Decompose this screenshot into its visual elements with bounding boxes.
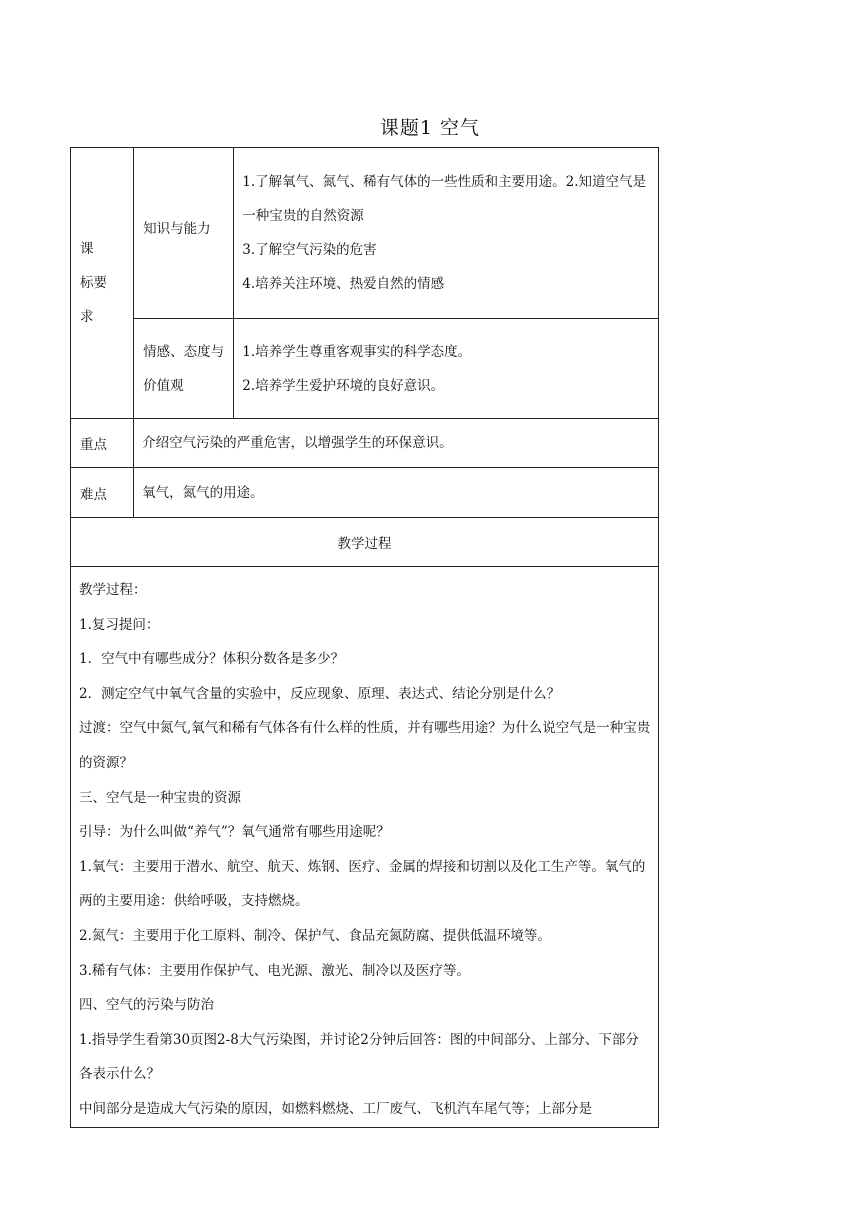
process-line: 教学过程： xyxy=(79,582,147,598)
process-line: 三、空气是一种宝贵的资源 xyxy=(79,789,241,806)
process-line: 1.氧气：主要用于潜水、航空、航天、炼钢、医疗、金属的焊接和切割以及化工生产等。氧气的两的主要用途：供给呼吸，支持燃烧。 xyxy=(79,858,646,910)
label-line: 求 xyxy=(80,309,94,325)
process-header-row xyxy=(71,518,659,567)
attitude-line: 1.培养学生尊重客观事实的科学态度。 xyxy=(242,343,472,360)
knowledge-content xyxy=(234,148,659,319)
key-point-text: 介绍空气污染的严重危害，以增强学生的环保意识。 xyxy=(134,419,659,468)
process-line: 2．测定空气中氧气含量的实验中，反应现象、原理、表达式、结论分别是什么？ xyxy=(79,685,561,702)
lesson-plan-table xyxy=(70,147,659,1128)
attitude-line: 2.培养学生爱护环境的良好意识。 xyxy=(242,377,445,394)
key-point-label: 重点 xyxy=(71,419,134,468)
process-body xyxy=(71,567,659,1128)
attitude-label: 情感、态度与价值观 xyxy=(134,319,234,419)
process-line: 1．空气中有哪些成分？体积分数各是多少？ xyxy=(79,651,345,668)
process-line: 1.复习提问： xyxy=(79,616,160,633)
process-line: 引导：为什么叫做“养气”？氧气通常有哪些用途呢？ xyxy=(79,824,390,841)
process-line: 过渡：空气中氮气,氧气和稀有气体各有什么样的性质，并有哪些用途？为什么说空气是一种宝贵的资源？ xyxy=(79,720,651,771)
label-line: 课 xyxy=(80,241,94,257)
difficulty-row xyxy=(71,468,659,518)
difficulty-label: 难点 xyxy=(71,468,134,518)
process-line: 四、空气的污染与防治 xyxy=(79,997,214,1014)
attitude-content xyxy=(234,319,659,419)
label-line: 标要 xyxy=(80,275,107,291)
attitude-row xyxy=(71,319,659,419)
process-line: 中间部分是造成大气污染的原因，如燃料燃烧、工厂废气、飞机汽车尾气等；上部分是 xyxy=(79,1100,592,1117)
process-line: 1.指导学生看第30页图2-8大气污染图，并讨论2分钟后回答：图的中间部分、上部分、下部分各表示什么？ xyxy=(79,1031,639,1083)
knowledge-label: 知识与能力 xyxy=(134,148,234,319)
process-header: 教学过程 xyxy=(71,518,659,567)
curriculum-requirements-label xyxy=(71,148,134,419)
knowledge-line: 4.培养关注环境、热爱自然的情感 xyxy=(242,276,445,292)
key-point-row xyxy=(71,419,659,468)
knowledge-line: 3.了解空气污染的危害 xyxy=(242,242,377,258)
page-title: 课题1 空气 xyxy=(379,117,481,139)
process-body-row xyxy=(71,567,659,1128)
knowledge-row xyxy=(71,148,659,319)
process-line: 3.稀有气体：主要用作保护气、电光源、激光、制冷以及医疗等。 xyxy=(79,962,470,979)
difficulty-text: 氧气，氮气的用途。 xyxy=(134,468,659,518)
knowledge-line: 1.了解氧气、氮气、稀有气体的一些性质和主要用途。2.知道空气是一种宝贵的自然资源 xyxy=(242,174,647,224)
process-line: 2.氮气：主要用于化工原料、制冷、保护气、食品充氮防腐、提供低温环境等。 xyxy=(79,927,551,944)
